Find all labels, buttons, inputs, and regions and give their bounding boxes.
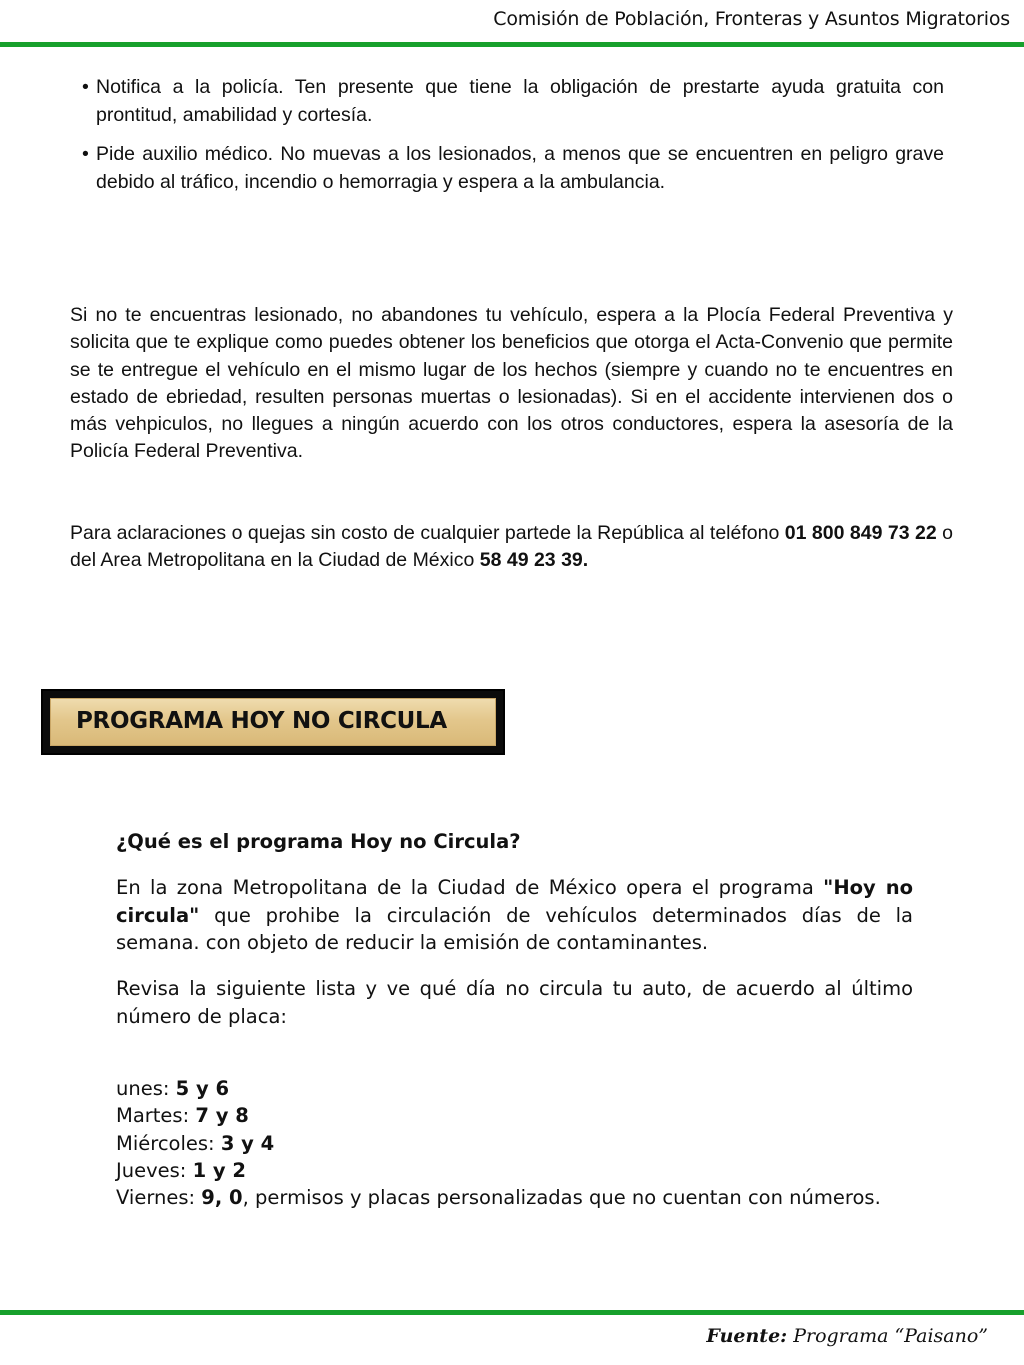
day-label: Martes: bbox=[116, 1104, 196, 1128]
plate-digits: 7 y 8 bbox=[195, 1104, 249, 1128]
day-extra: , permisos y placas personalizadas que no cuentan con números. bbox=[242, 1186, 881, 1210]
day-list bbox=[116, 1075, 936, 1211]
section-banner bbox=[41, 689, 505, 755]
day-label: Jueves: bbox=[116, 1158, 193, 1182]
plate-digits: 3 y 4 bbox=[220, 1131, 275, 1155]
intro-paragraph bbox=[116, 874, 913, 957]
list-item bbox=[116, 1102, 936, 1129]
contact-text: Para aclaraciones o quejas sin costo de cualquier partede la República al teléfono bbox=[70, 522, 785, 544]
plate-digits: 9, 0 bbox=[201, 1186, 243, 1210]
bullet-text: Notifica a la policía. Ten presente que tiene la obligación de prestarte ayuda gratuita con prontitud, amabilidad y cortesía. bbox=[96, 76, 944, 126]
list-item bbox=[82, 74, 944, 129]
banner-title: PROGRAMA HOY NO CIRCULA bbox=[76, 708, 447, 734]
bullet-icon: • bbox=[82, 143, 89, 165]
accident-paragraph: Si no te encuentras lesionado, no abandones tu vehículo, espera a la Plocía Federal Preventiva y solicita que te explique como puedes obtener los beneficios que otorga el Acta-Convenio que permite se te entregue el vehículo en el mismo lugar de los hechos (siempre y cuando no te encuentres en estado de ebriedad, resulten personas muertas o lesionadas). Si en el accidente intervienen dos o más vehpiculos, no llegues a ningún acuerdo con los otros conductores, espera la asesoría de la Policía Federal Preventiva. bbox=[70, 304, 953, 463]
bullet-list bbox=[82, 74, 944, 208]
plate-digits: 5 y 6 bbox=[175, 1077, 230, 1100]
plate-digits: 1 y 2 bbox=[192, 1158, 247, 1182]
metro-phone: 58 49 23 39. bbox=[479, 549, 589, 572]
contact-paragraph bbox=[70, 520, 953, 575]
list-item bbox=[116, 1075, 936, 1102]
list-item bbox=[116, 1157, 936, 1184]
intro-text: que prohibe la circulación de vehículos determinados días de la semana. con objeto de reducir la emisión de contaminantes. bbox=[116, 903, 913, 954]
day-label: Viernes: bbox=[116, 1186, 202, 1210]
program-name: "Hoy no circula" bbox=[116, 876, 913, 927]
bullet-text: Pide auxilio médico. No muevas a los lesionados, a menos que se encuentren en peligro grave debido al tráfico, incendio o hemorragia y espera a la ambulancia. bbox=[96, 143, 944, 193]
footer-divider bbox=[0, 1310, 1024, 1315]
footer-source: Programa “Paisano” bbox=[787, 1325, 988, 1347]
intro-text: En la zona Metropolitana de la Ciudad de México opera el programa bbox=[116, 876, 824, 899]
instruction-paragraph: Revisa la siguiente lista y ve qué día no circula tu auto, de acuerdo al último número de placa: bbox=[116, 977, 913, 1028]
banner-parchment bbox=[50, 698, 496, 746]
day-label: Miércoles: bbox=[116, 1131, 221, 1155]
bullet-icon: • bbox=[82, 76, 89, 98]
contact-text: o del Area Metropolitana en la Ciudad de México bbox=[70, 522, 953, 572]
day-label: unes: bbox=[116, 1077, 176, 1100]
footer-label: Fuente: bbox=[706, 1325, 788, 1347]
page-header-title: Comisión de Población, Fronteras y Asuntos Migratorios bbox=[493, 8, 1010, 30]
list-item bbox=[82, 141, 944, 196]
list-item bbox=[116, 1184, 936, 1211]
list-item bbox=[116, 1130, 936, 1157]
page-footer bbox=[706, 1325, 988, 1347]
header-divider bbox=[0, 42, 1024, 47]
toll-free-phone: 01 800 849 73 22 bbox=[784, 522, 937, 544]
section-question: ¿Qué es el programa Hoy no Circula? bbox=[116, 830, 521, 853]
